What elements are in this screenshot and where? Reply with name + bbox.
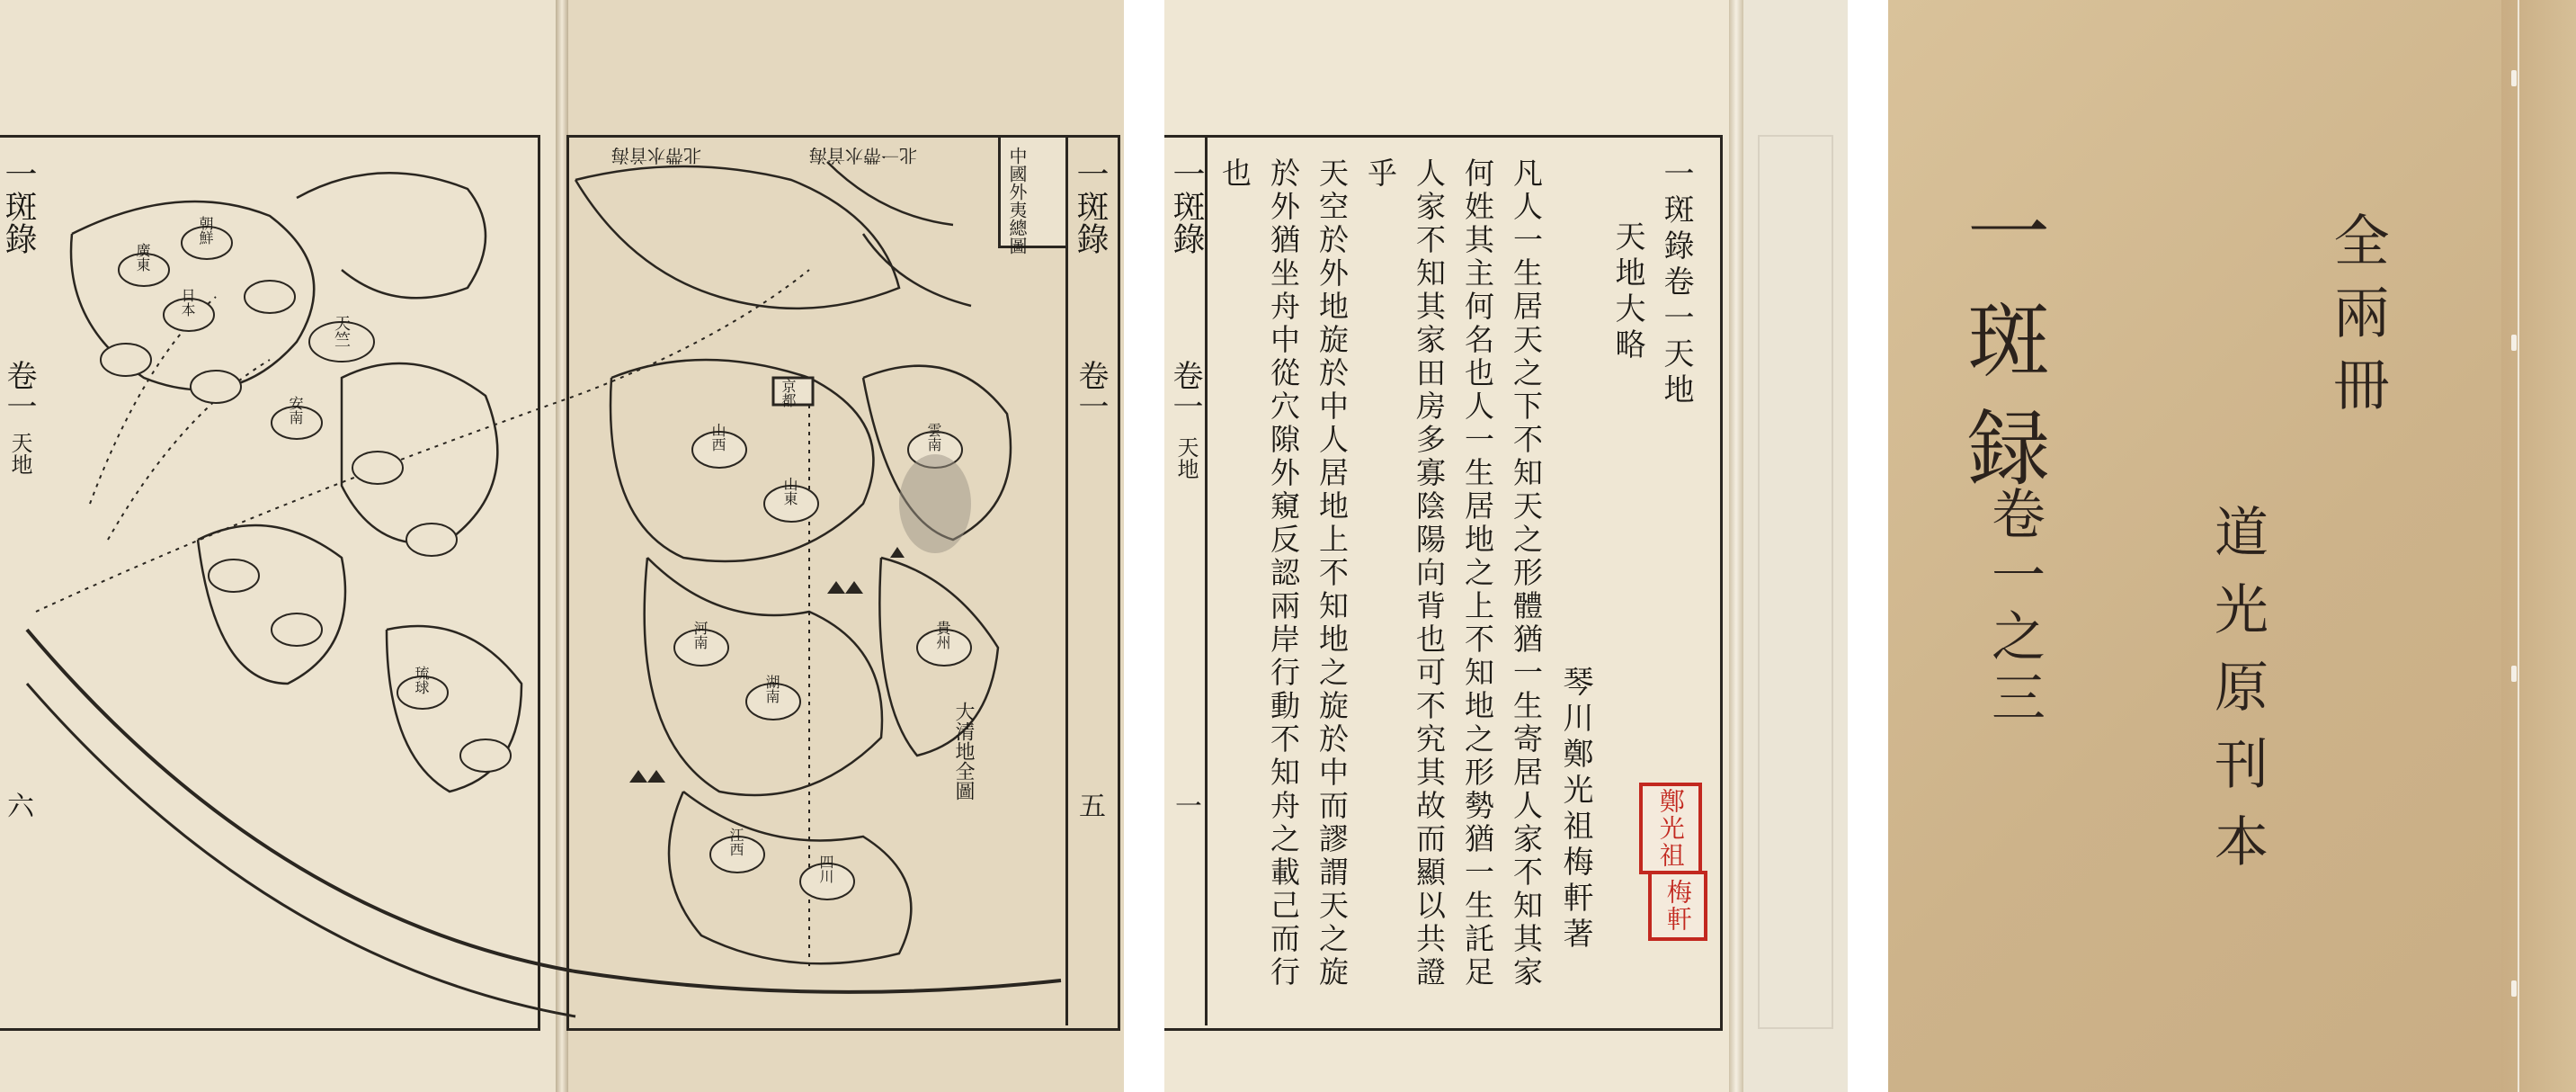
map-region-12: 安南 — [287, 396, 304, 425]
cover-set: 全兩冊 — [2324, 211, 2390, 427]
text-column-5: 天空於外地旋於中人居地上不知地之旋於中而謬謂天之旋 — [1315, 157, 1350, 989]
map-left-margin-title: 一斑錄 — [0, 157, 37, 255]
map-region-2: 河南 — [691, 621, 709, 649]
map-region-5: 四川 — [817, 855, 834, 883]
faint-next-frame — [1758, 135, 1833, 1029]
cover-photo — [1888, 0, 2576, 1092]
binding-stitch-4 — [2511, 980, 2517, 997]
binding-stitch-1 — [2511, 70, 2517, 86]
map-left-margin-section: 天地 — [7, 432, 32, 475]
binding-stitch-3 — [2511, 666, 2517, 682]
cover-title: 一斑録 — [1954, 189, 2050, 513]
cover-spine-strip — [2501, 0, 2576, 1092]
text-column-7: 也 — [1217, 157, 1252, 191]
map-region-4: 江西 — [727, 828, 744, 856]
map-region-9: 朝鮮 — [197, 216, 214, 245]
map-note: 大清地全圖 — [952, 702, 975, 801]
map-title: 中國外夷總圖 — [1006, 147, 1028, 255]
map-right-margin-volume: 卷一 — [1073, 360, 1109, 421]
map-sea-label-1: 北帶水首海 — [611, 145, 701, 166]
binding-thread — [2518, 0, 2519, 1092]
binding-stitch-2 — [2511, 335, 2517, 351]
text-page-photo — [1164, 0, 1848, 1092]
text-margin-page: 一 — [1170, 792, 1201, 819]
map-capital-label: 京都 — [780, 379, 797, 407]
seal-name: 鄭光祖 — [1639, 783, 1702, 874]
map-right-margin-title: 一斑錄 — [1072, 157, 1109, 255]
map-left-margin-volume: 卷一 — [1, 360, 37, 421]
map-region-10: 日本 — [179, 288, 196, 317]
map-spread-photo — [0, 0, 1124, 1092]
text-header: 一斑錄卷一天地 — [1658, 157, 1694, 409]
text-column-6: 於外猶坐舟中從穴隙外窺反認兩岸行動不知舟之載己而行 — [1266, 157, 1301, 989]
text-section-title: 天地大略 — [1609, 220, 1645, 364]
text-margin-rule — [1205, 135, 1208, 1025]
map-region-13: 琉球 — [413, 666, 430, 694]
text-margin-section: 天地 — [1173, 436, 1199, 479]
map-sea-label-2: 北一帶水首海 — [809, 145, 917, 166]
text-margin-title: 一斑錄 — [1168, 157, 1205, 255]
text-author: 琴川鄭光祖梅軒著 — [1557, 666, 1593, 953]
cover-volume: 卷一之三 — [1983, 486, 2046, 730]
map-region-1: 山東 — [781, 477, 798, 506]
map-right-page-number: 五 — [1074, 792, 1105, 819]
map-left-page-number: 六 — [2, 792, 33, 819]
map-region-8: 廣東 — [134, 243, 151, 272]
map-region-11: 天竺 — [332, 315, 351, 347]
text-gutter — [1729, 0, 1743, 1092]
seal-studio: 梅軒 — [1648, 871, 1707, 941]
map-region-6: 雲南 — [925, 423, 942, 452]
text-column-2: 何姓其主何名也人一生居地之上不知地之形勢猶一生託足 — [1460, 157, 1495, 989]
text-column-3: 人家不知其家田房多寡陰陽向背也可不究其故而顯以共證 — [1412, 157, 1447, 989]
text-margin-volume: 卷一 — [1167, 360, 1203, 421]
map-region-7: 貴州 — [934, 621, 951, 649]
text-column-4: 乎 — [1363, 157, 1398, 191]
map-region-0: 山西 — [709, 423, 726, 452]
map-region-3: 湖南 — [763, 675, 780, 703]
text-column-1: 凡人一生居天之下不知天之形體猶一生寄居人家不知其家 — [1509, 157, 1544, 989]
cover-edition: 道光原刊本 — [2206, 504, 2268, 891]
map-illustration — [0, 0, 1124, 1092]
